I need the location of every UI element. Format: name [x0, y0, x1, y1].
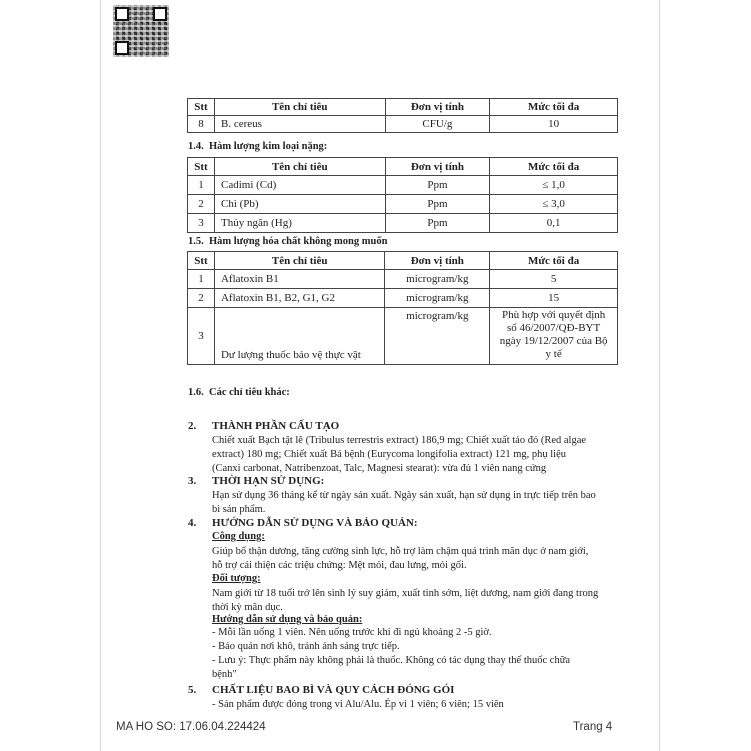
cell-stt: 8	[188, 116, 215, 133]
text-line: hỗ trợ cải thiện các triệu chứng: Mệt mỏi, đau lưng, mỏi gối.	[212, 560, 467, 571]
header-stt: Stt	[188, 99, 215, 116]
header-stt: Stt	[188, 252, 215, 270]
cell-stt: 3	[188, 308, 215, 365]
cell-unit: CFU/g	[385, 116, 490, 133]
table-microbiology	[187, 98, 618, 133]
section-3-number: 3.	[188, 475, 197, 487]
table-header-row	[188, 252, 618, 270]
cell-name: B. cereus	[214, 116, 385, 133]
cell-max: 5	[490, 270, 618, 289]
text-line: - Mỗi lần uống 1 viên. Nên uống trước khi đi ngủ khoảng 2 -5 giờ.	[212, 627, 492, 638]
cell-max: 0,1	[490, 214, 618, 233]
cell-unit: microgram/kg	[385, 289, 490, 308]
cell-name: Chì (Pb)	[214, 195, 385, 214]
section-number: 1.4.	[188, 141, 204, 152]
cell-name: Dư lượng thuốc bảo vệ thực vật	[214, 308, 384, 365]
qr-code	[113, 5, 169, 57]
header-max: Mức tối đa	[490, 252, 618, 270]
cell-max-line: Phù hợp với quyết định	[501, 309, 606, 321]
section-5-body	[212, 698, 504, 712]
instructions-label: Hướng dẫn sử dụng và bảo quản:	[212, 614, 363, 625]
header-name: Tên chỉ tiêu	[214, 252, 384, 270]
cell-name: Cadimi (Cd)	[214, 176, 385, 195]
cell-max: ≤ 1,0	[490, 176, 618, 195]
header-max: Mức tối đa	[490, 99, 618, 116]
cell-name: Thủy ngân (Hg)	[214, 214, 385, 233]
cell-stt: 1	[188, 176, 215, 195]
footer-page-number: Trang 4	[573, 721, 613, 733]
section-3-body	[212, 489, 596, 517]
uses-label: Công dụng:	[212, 531, 265, 542]
table-row	[188, 195, 618, 214]
text-line: extract) 180 mg; Chiết xuất Bá bệnh (Eurycoma longifolia extract) 121 mg, phụ liệu	[212, 449, 566, 460]
section-number: 1.6.	[188, 387, 204, 398]
text-line: - Bảo quản nơi khô, tránh ánh sáng trực tiếp.	[212, 641, 400, 652]
cell-name: Aflatoxin B1, B2, G1, G2	[214, 289, 384, 308]
cell-unit: microgram/kg	[385, 270, 490, 289]
table-row	[188, 176, 618, 195]
text-line: Chiết xuất Bạch tật lê (Tribulus terrestris extract) 186,9 mg; Chiết xuất tảo đỏ (Red algae	[212, 435, 587, 446]
section-4-title: HƯỚNG DẪN SỬ DỤNG VÀ BẢO QUẢN:	[212, 517, 418, 529]
header-unit: Đơn vị tính	[385, 99, 490, 116]
section-title: Các chỉ tiêu khác:	[209, 387, 290, 398]
text-line: - Sản phẩm được đóng trong vỉ Alu/Alu. Ép vỉ 1 viên; 6 viên; 15 viên	[212, 699, 504, 710]
table-row	[188, 116, 618, 133]
target-users-body	[212, 587, 598, 615]
section-2-body	[212, 434, 586, 476]
table-chemicals	[187, 251, 618, 365]
cell-stt: 1	[188, 270, 215, 289]
cell-max-line: số 46/2007/QĐ-BYT	[507, 322, 601, 334]
text-line: bì sản phẩm.	[212, 504, 266, 515]
text-line: (Canxi carbonat, Natribenzoat, Talc, Magnesi stearat): vừa đủ 1 viên nang cứng	[212, 463, 547, 474]
section-2-number: 2.	[188, 420, 197, 432]
table-heavy-metals	[187, 157, 618, 233]
header-unit: Đơn vị tính	[385, 158, 490, 176]
header-unit: Đơn vị tính	[385, 252, 490, 270]
table-row	[188, 289, 618, 308]
cell-unit: Ppm	[385, 176, 490, 195]
instructions-body	[212, 626, 570, 682]
cell-max	[490, 308, 618, 365]
header-max: Mức tối đa	[490, 158, 618, 176]
header-name: Tên chỉ tiêu	[214, 158, 385, 176]
text-line: Nam giới từ 18 tuổi trở lên sinh lý suy giảm, xuất tinh sớm, liệt dương, nam giới đang trong	[212, 588, 599, 599]
cell-unit: Ppm	[385, 214, 490, 233]
header-stt: Stt	[188, 158, 215, 176]
cell-max: ≤ 3,0	[490, 195, 618, 214]
header-name: Tên chỉ tiêu	[214, 99, 385, 116]
cell-max: 15	[490, 289, 618, 308]
section-number: 1.5.	[188, 236, 204, 247]
text-line: - Lưu ý: Thực phẩm này không phải là thuốc. Không có tác dụng thay thế thuốc chữa	[212, 655, 571, 666]
section-1-5-heading	[188, 236, 387, 247]
text-line: bệnh"	[212, 669, 237, 680]
section-title: Hàm lượng kim loại nặng:	[209, 141, 328, 152]
section-1-6-heading	[188, 387, 290, 398]
section-5-title: CHẤT LIỆU BAO BÌ VÀ QUY CÁCH ĐÓNG GÓI	[212, 684, 455, 696]
cell-stt: 3	[188, 214, 215, 233]
cell-unit: Ppm	[385, 195, 490, 214]
cell-max: 10	[490, 116, 618, 133]
cell-unit: microgram/kg	[385, 308, 490, 365]
section-title: Hàm lượng hóa chất không mong muốn	[209, 236, 388, 247]
cell-max-line: y tế	[545, 348, 562, 360]
section-3-title: THỜI HẠN SỬ DỤNG:	[212, 475, 325, 487]
table-row	[188, 308, 618, 365]
text-line: Hạn sử dụng 36 tháng kể từ ngày sản xuất. Ngày sản xuất, hạn sử dụng in trực tiếp trên bao	[212, 490, 596, 501]
text-line: thời kỳ mãn dục.	[212, 602, 283, 613]
target-users-label: Đối tượng:	[212, 573, 261, 584]
cell-stt: 2	[188, 195, 215, 214]
cell-name: Aflatoxin B1	[214, 270, 384, 289]
table-row	[188, 270, 618, 289]
cell-max-line: ngày 19/12/2007 của Bộ	[499, 335, 608, 347]
footer-document-code: MA HO SO: 17.06.04.224424	[116, 721, 266, 733]
section-5-number: 5.	[188, 684, 197, 696]
section-4-number: 4.	[188, 517, 197, 529]
cell-stt: 2	[188, 289, 215, 308]
table-header-row	[188, 99, 618, 116]
table-header-row	[188, 158, 618, 176]
section-2-title: THÀNH PHẦN CẤU TẠO	[212, 420, 340, 432]
text-line: Giúp bổ thận dương, tăng cường sinh lực, hỗ trợ làm chậm quá trình mãn dục ở nam giới,	[212, 546, 589, 557]
uses-body	[212, 545, 588, 573]
section-1-4-heading	[188, 141, 327, 152]
table-row	[188, 214, 618, 233]
